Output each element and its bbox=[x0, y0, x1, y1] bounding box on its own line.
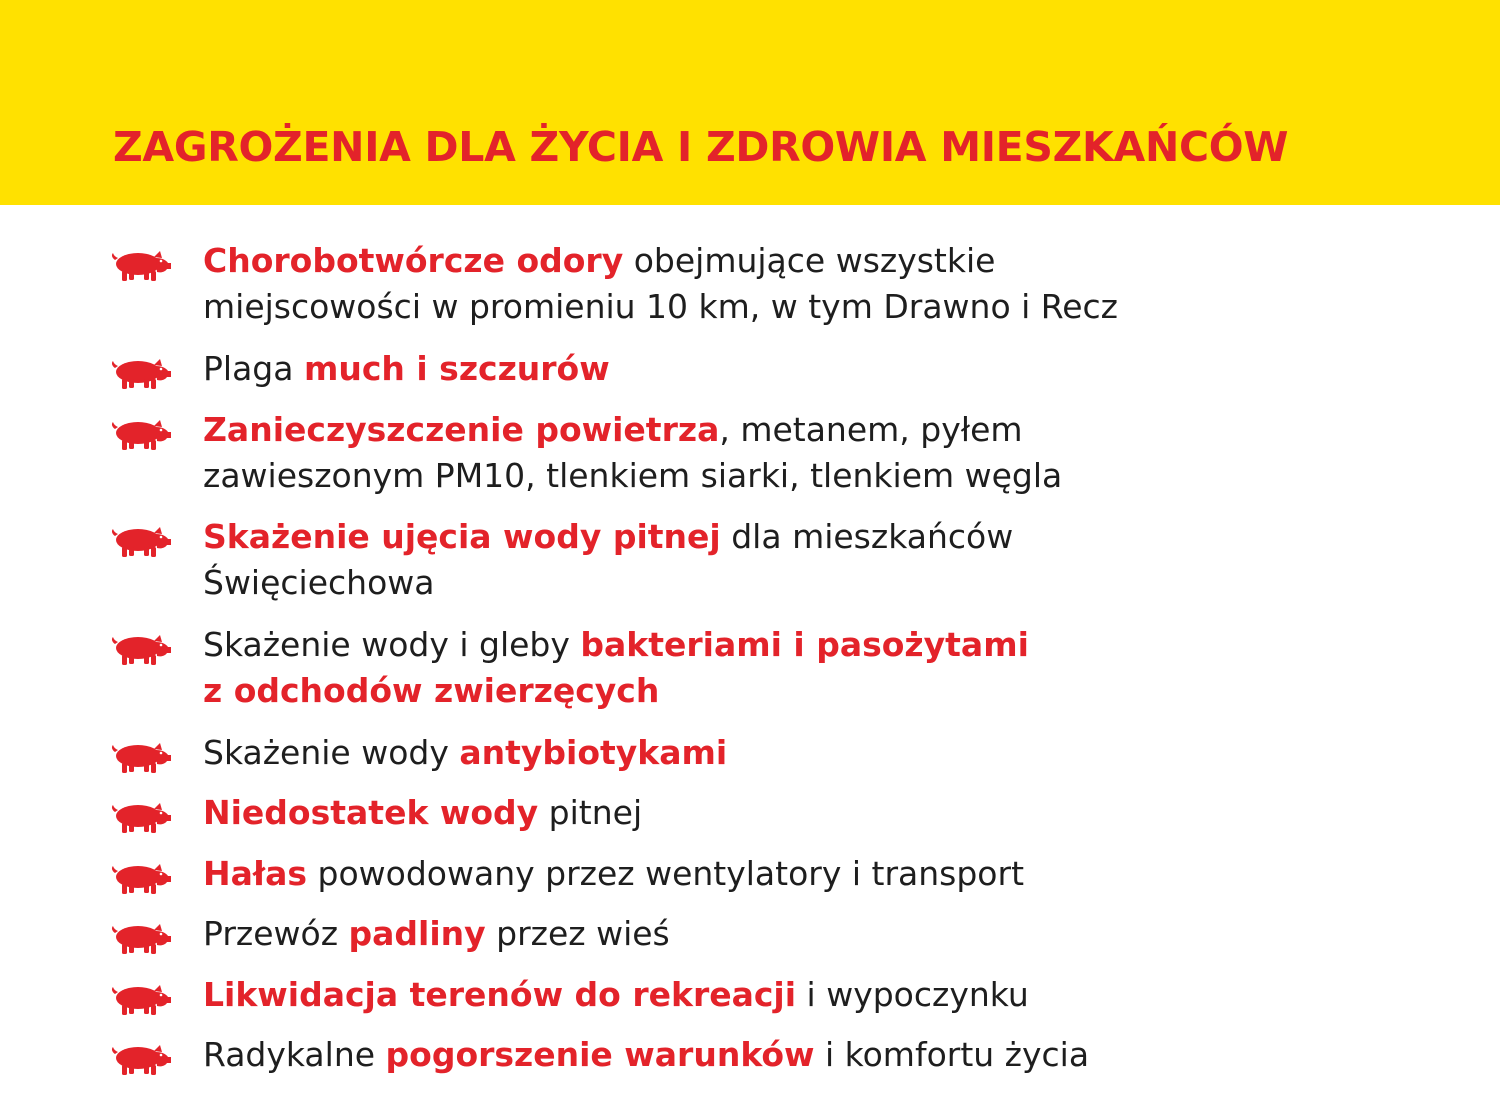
plain-text: Plaga bbox=[203, 349, 304, 388]
text-line bbox=[203, 560, 1443, 606]
pig-icon bbox=[110, 632, 172, 666]
plain-text: Skażenie wody i gleby bbox=[203, 625, 581, 664]
plain-text: Skażenie wody bbox=[203, 733, 460, 772]
plain-text: dla mieszkańców bbox=[720, 517, 1014, 556]
list-item-text bbox=[203, 972, 1443, 1018]
pig-icon bbox=[110, 740, 172, 774]
list-item-text bbox=[203, 346, 1443, 392]
plain-text: Radykalne bbox=[203, 1035, 386, 1074]
pig-icon bbox=[110, 417, 172, 451]
list-item-text bbox=[203, 622, 1443, 714]
plain-text: powodowany przez wentylatory i transport bbox=[307, 854, 1025, 893]
highlight-text: Chorobotwórcze odory bbox=[203, 241, 624, 280]
highlight-text: Zanieczyszczenie powietrza bbox=[203, 410, 720, 449]
highlight-text: pogorszenie warunków bbox=[385, 1035, 815, 1074]
pig-icon bbox=[110, 356, 172, 390]
plain-text: Święciechowa bbox=[203, 563, 435, 602]
plain-text: zawieszonym PM10, tlenkiem siarki, tlenkiem węgla bbox=[203, 456, 1063, 495]
pig-icon bbox=[110, 524, 172, 558]
list-item-text bbox=[203, 407, 1443, 499]
pig-icon bbox=[110, 1042, 172, 1076]
text-line bbox=[203, 790, 1443, 836]
list-item-text bbox=[203, 911, 1443, 957]
text-line bbox=[203, 972, 1443, 1018]
highlight-text: Niedostatek wody bbox=[203, 793, 539, 832]
list-item-text bbox=[203, 730, 1443, 776]
text-line bbox=[203, 911, 1443, 957]
text-line bbox=[203, 668, 1443, 714]
highlight-text: much i szczurów bbox=[303, 349, 610, 388]
text-line bbox=[203, 1032, 1443, 1078]
pig-icon bbox=[110, 800, 172, 834]
text-line bbox=[203, 851, 1443, 897]
highlight-text: antybiotykami bbox=[459, 733, 728, 772]
list-item-text bbox=[203, 851, 1443, 897]
pig-icon bbox=[110, 248, 172, 282]
text-line bbox=[203, 730, 1443, 776]
page-title: ZAGROŻENIA DLA ŻYCIA I ZDROWIA MIESZKAŃCÓW bbox=[113, 123, 1289, 171]
text-line bbox=[203, 346, 1443, 392]
highlight-text: z odchodów zwierzęcych bbox=[203, 671, 660, 710]
text-line bbox=[203, 453, 1443, 499]
text-line bbox=[203, 622, 1443, 668]
list-item-text bbox=[203, 1032, 1443, 1078]
plain-text: Przewóz bbox=[203, 914, 349, 953]
plain-text: i komfortu życia bbox=[814, 1035, 1090, 1074]
pig-icon bbox=[110, 982, 172, 1016]
plain-text: i wypoczynku bbox=[796, 975, 1029, 1014]
highlight-text: Hałas bbox=[203, 854, 308, 893]
highlight-text: bakteriami i pasożytami bbox=[580, 625, 1029, 664]
list-item-text bbox=[203, 238, 1443, 330]
plain-text: przez wieś bbox=[485, 914, 670, 953]
text-line bbox=[203, 407, 1443, 453]
pig-icon bbox=[110, 861, 172, 895]
list-item-text bbox=[203, 514, 1443, 606]
plain-text: pitnej bbox=[538, 793, 643, 832]
list-item-text bbox=[203, 790, 1443, 836]
plain-text: miejscowości w promieniu 10 km, w tym Drawno i Recz bbox=[203, 287, 1119, 326]
highlight-text: Likwidacja terenów do rekreacji bbox=[203, 975, 797, 1014]
pig-icon bbox=[110, 921, 172, 955]
highlight-text: padliny bbox=[348, 914, 486, 953]
text-line bbox=[203, 514, 1443, 560]
highlight-text: Skażenie ujęcia wody pitnej bbox=[203, 517, 721, 556]
plain-text: , metanem, pyłem bbox=[719, 410, 1023, 449]
plain-text: obejmujące wszystkie bbox=[623, 241, 996, 280]
text-line bbox=[203, 284, 1443, 330]
text-line bbox=[203, 238, 1443, 284]
